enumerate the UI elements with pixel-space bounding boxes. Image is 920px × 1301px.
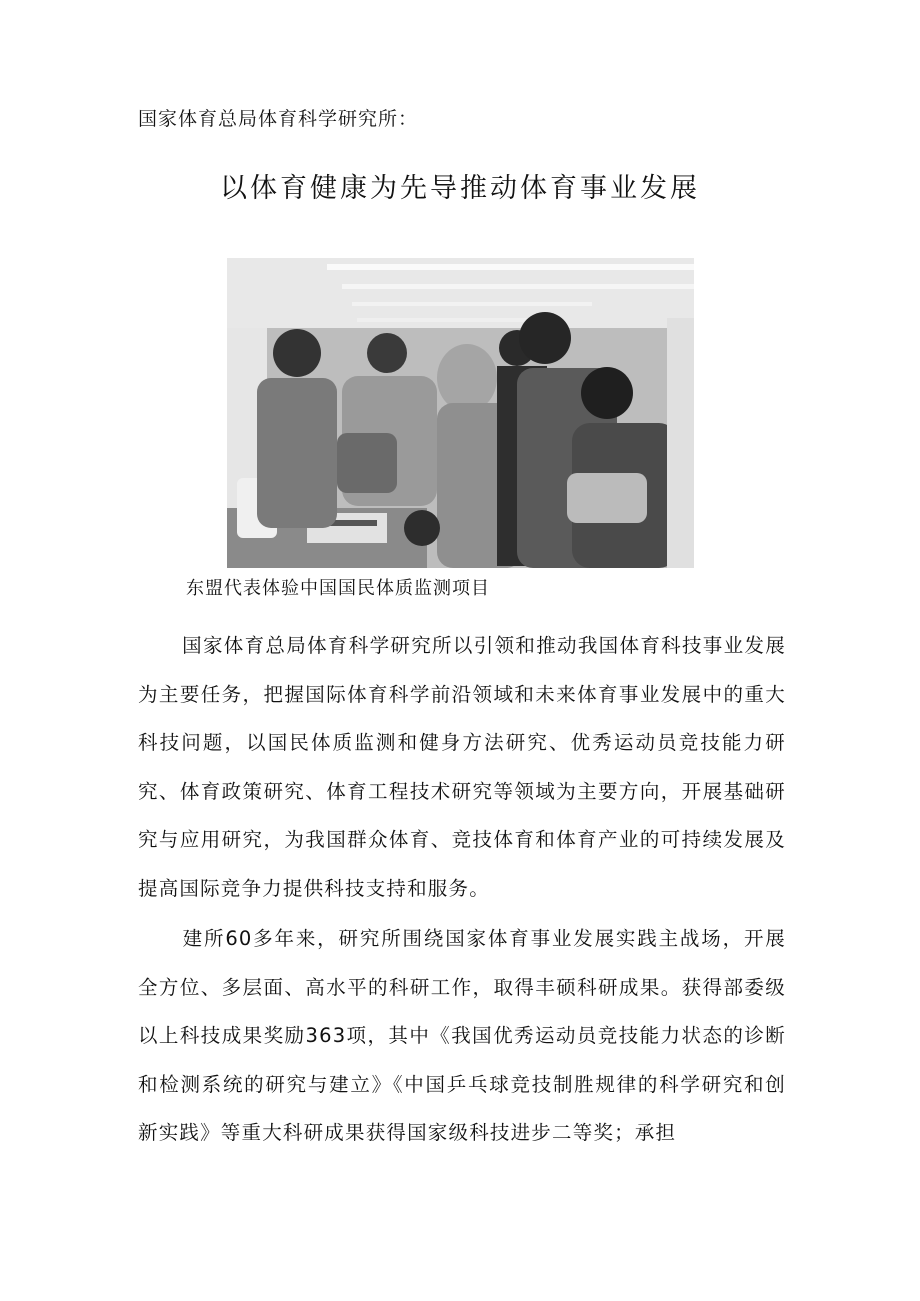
article-photo (227, 258, 694, 568)
paragraph-text: 国家体育总局体育科学研究所以引领和推动我国体育科技事业发展为主要任务，把握国际体育科学前沿领域和未来体育事业发展中的重大科技问题，以国民体质监测和健身方法研究、优秀运动员竞技能力研究、体育政策研究、体育工程技术研究等领域为主要方向，开展基础研究与应用研究，为我国群众体育、竞技体育和体育产业的可持续发展及提高国际竞争力提供科技支持和服务。 (138, 634, 786, 900)
organization-header: 国家体育总局体育科学研究所： (138, 108, 419, 130)
paragraph-text: 建所60多年来，研究所围绕国家体育事业发展实践主战场，开展全方位、多层面、高水平的科研工作，取得丰硕科研成果。获得部委级以上科技成果奖励363项，其中《我国优秀运动员竞技能力状态的诊断和检测系统的研究与建立》《中国乒乓球竞技制胜规律的科学研究和创新实践》等重大科研成果获得国家级科技进步二等奖；承担 (138, 927, 786, 1144)
body-paragraph-2 (138, 915, 786, 1158)
article-title: 以体育健康为先导推动体育事业发展 (220, 173, 700, 204)
photo-caption: 东盟代表体验中国国民体质监测项目 (186, 578, 490, 599)
body-paragraph-1 (138, 622, 786, 913)
people-testing-equipment-illustration (227, 258, 694, 568)
